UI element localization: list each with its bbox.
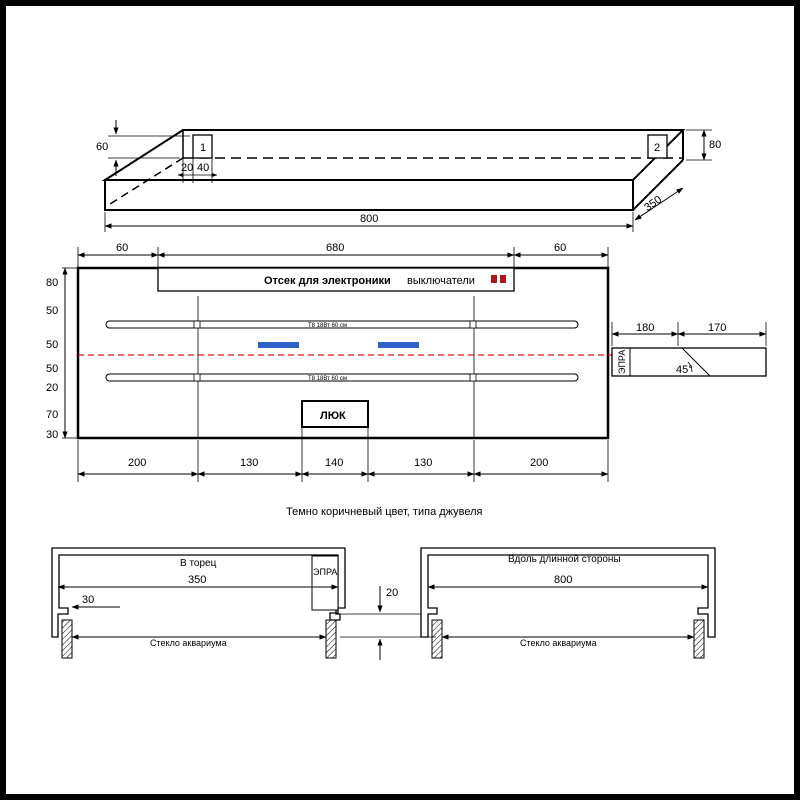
long-glass-label: Стекло аквариума <box>520 638 597 648</box>
hatch-label: ЛЮК <box>320 410 346 422</box>
dim-bottom-130a: 130 <box>240 457 259 469</box>
dim-depth: 350 <box>642 193 665 215</box>
material-caption: Темно коричневый цвет, типа джувеля <box>286 506 483 518</box>
lamp-holder-right <box>378 342 419 348</box>
dim-top-left: 60 <box>116 242 129 254</box>
angle-label: 45° <box>676 364 693 376</box>
side-profile <box>612 322 766 376</box>
end-glass-label: Стекло аквариума <box>150 638 227 648</box>
side-epra-label: ЭПРА <box>617 349 627 374</box>
lamp-holder-left <box>258 342 299 348</box>
dim-left-70: 70 <box>46 409 59 421</box>
section-long-view <box>421 548 715 658</box>
dim-bottom-130b: 130 <box>414 457 433 469</box>
lamp-1-label: T8 18Вт 60 см <box>308 323 348 329</box>
compartment-label: Отсек для электроники <box>264 275 391 287</box>
switch-2 <box>500 275 506 283</box>
dim-height-left: 60 <box>96 141 109 153</box>
long-dim-width: 800 <box>554 574 573 586</box>
dim-170: 170 <box>708 322 727 334</box>
end-glass-left <box>62 620 72 658</box>
dim-bottom-140: 140 <box>325 457 344 469</box>
dim-20: 20 <box>181 162 194 174</box>
long-title: Вдоль длинной стороны <box>508 554 621 565</box>
long-glass-left <box>432 620 442 658</box>
gap-dim-label: 20 <box>386 587 399 599</box>
dim-left-50a: 50 <box>46 305 59 317</box>
end-epra-box <box>312 556 338 610</box>
dim-left-30: 30 <box>46 429 59 441</box>
support-1-label: 1 <box>200 142 207 154</box>
lamp-2-label: T8 18Вт 60 см <box>308 376 348 382</box>
dim-left-20: 20 <box>46 382 59 394</box>
dim-height-right: 80 <box>709 139 722 151</box>
dim-top-middle: 680 <box>326 242 345 254</box>
dim-left-50b: 50 <box>46 339 59 351</box>
switches-label: выключатели <box>407 275 475 287</box>
section-end-view <box>52 548 345 658</box>
dim-bottom-200b: 200 <box>530 457 549 469</box>
end-glass-right <box>326 620 336 658</box>
support-2-label: 2 <box>654 142 661 154</box>
end-title: В торец <box>180 558 217 569</box>
dim-bottom-200a: 200 <box>128 457 147 469</box>
end-epra-label: ЭПРА <box>313 567 338 577</box>
end-dim-30: 30 <box>82 594 95 606</box>
end-dim-width: 350 <box>188 574 207 586</box>
dim-top-right: 60 <box>554 242 567 254</box>
switch-1 <box>491 275 497 283</box>
dim-40: 40 <box>197 162 210 174</box>
dim-left-80: 80 <box>46 277 59 289</box>
long-glass-right <box>694 620 704 658</box>
dim-left-50c: 50 <box>46 363 59 375</box>
top-view <box>46 242 625 482</box>
box-3d-view <box>96 120 721 232</box>
dim-180: 180 <box>636 322 655 334</box>
dim-length: 800 <box>360 213 379 225</box>
